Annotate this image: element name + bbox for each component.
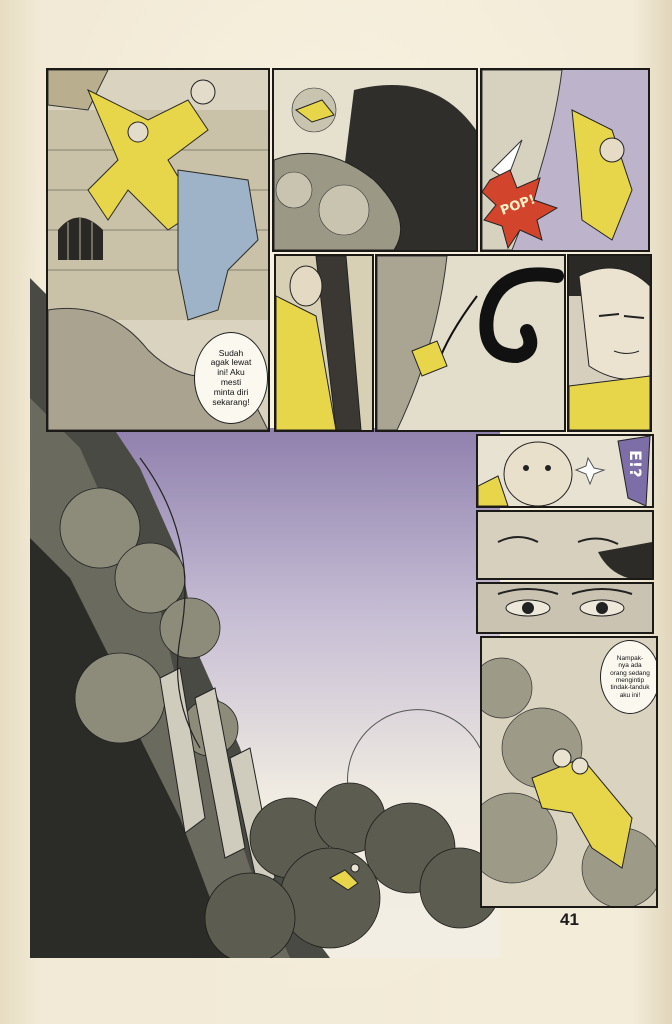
speech-bubble-leaving: Sudah agak lewat ini! Aku mesti minta diri sekarang!	[194, 332, 268, 424]
panel-surprised-boy	[476, 434, 654, 508]
pop-panel-art	[482, 70, 648, 250]
panel-wall-climb	[46, 68, 270, 432]
panel-pop	[480, 68, 650, 252]
panel-young-man-face	[567, 254, 652, 432]
panel-eyes	[476, 582, 654, 634]
forest-jump-art	[274, 70, 476, 250]
panel-coiled-rope	[375, 254, 566, 432]
hand-grab-art	[276, 256, 372, 430]
pop-sound-effect: POP!	[498, 192, 538, 219]
speech-bubble-someone-watching: Nampak- nya ada orang sedang mengintip tindak-tanduk aku ini!	[600, 640, 658, 714]
page-number: 41	[560, 910, 579, 929]
eyes-art	[478, 584, 652, 632]
surprise-sound-effect: E!?	[626, 450, 645, 478]
young-man-face-art	[569, 256, 650, 430]
coiled-rope-art	[377, 256, 564, 430]
panel-hand-grab	[274, 254, 374, 432]
face-closeup-art	[478, 512, 652, 578]
panel-monk-running	[480, 636, 658, 908]
panel-forest-jump	[272, 68, 478, 252]
panel-face-closeup	[476, 510, 654, 580]
